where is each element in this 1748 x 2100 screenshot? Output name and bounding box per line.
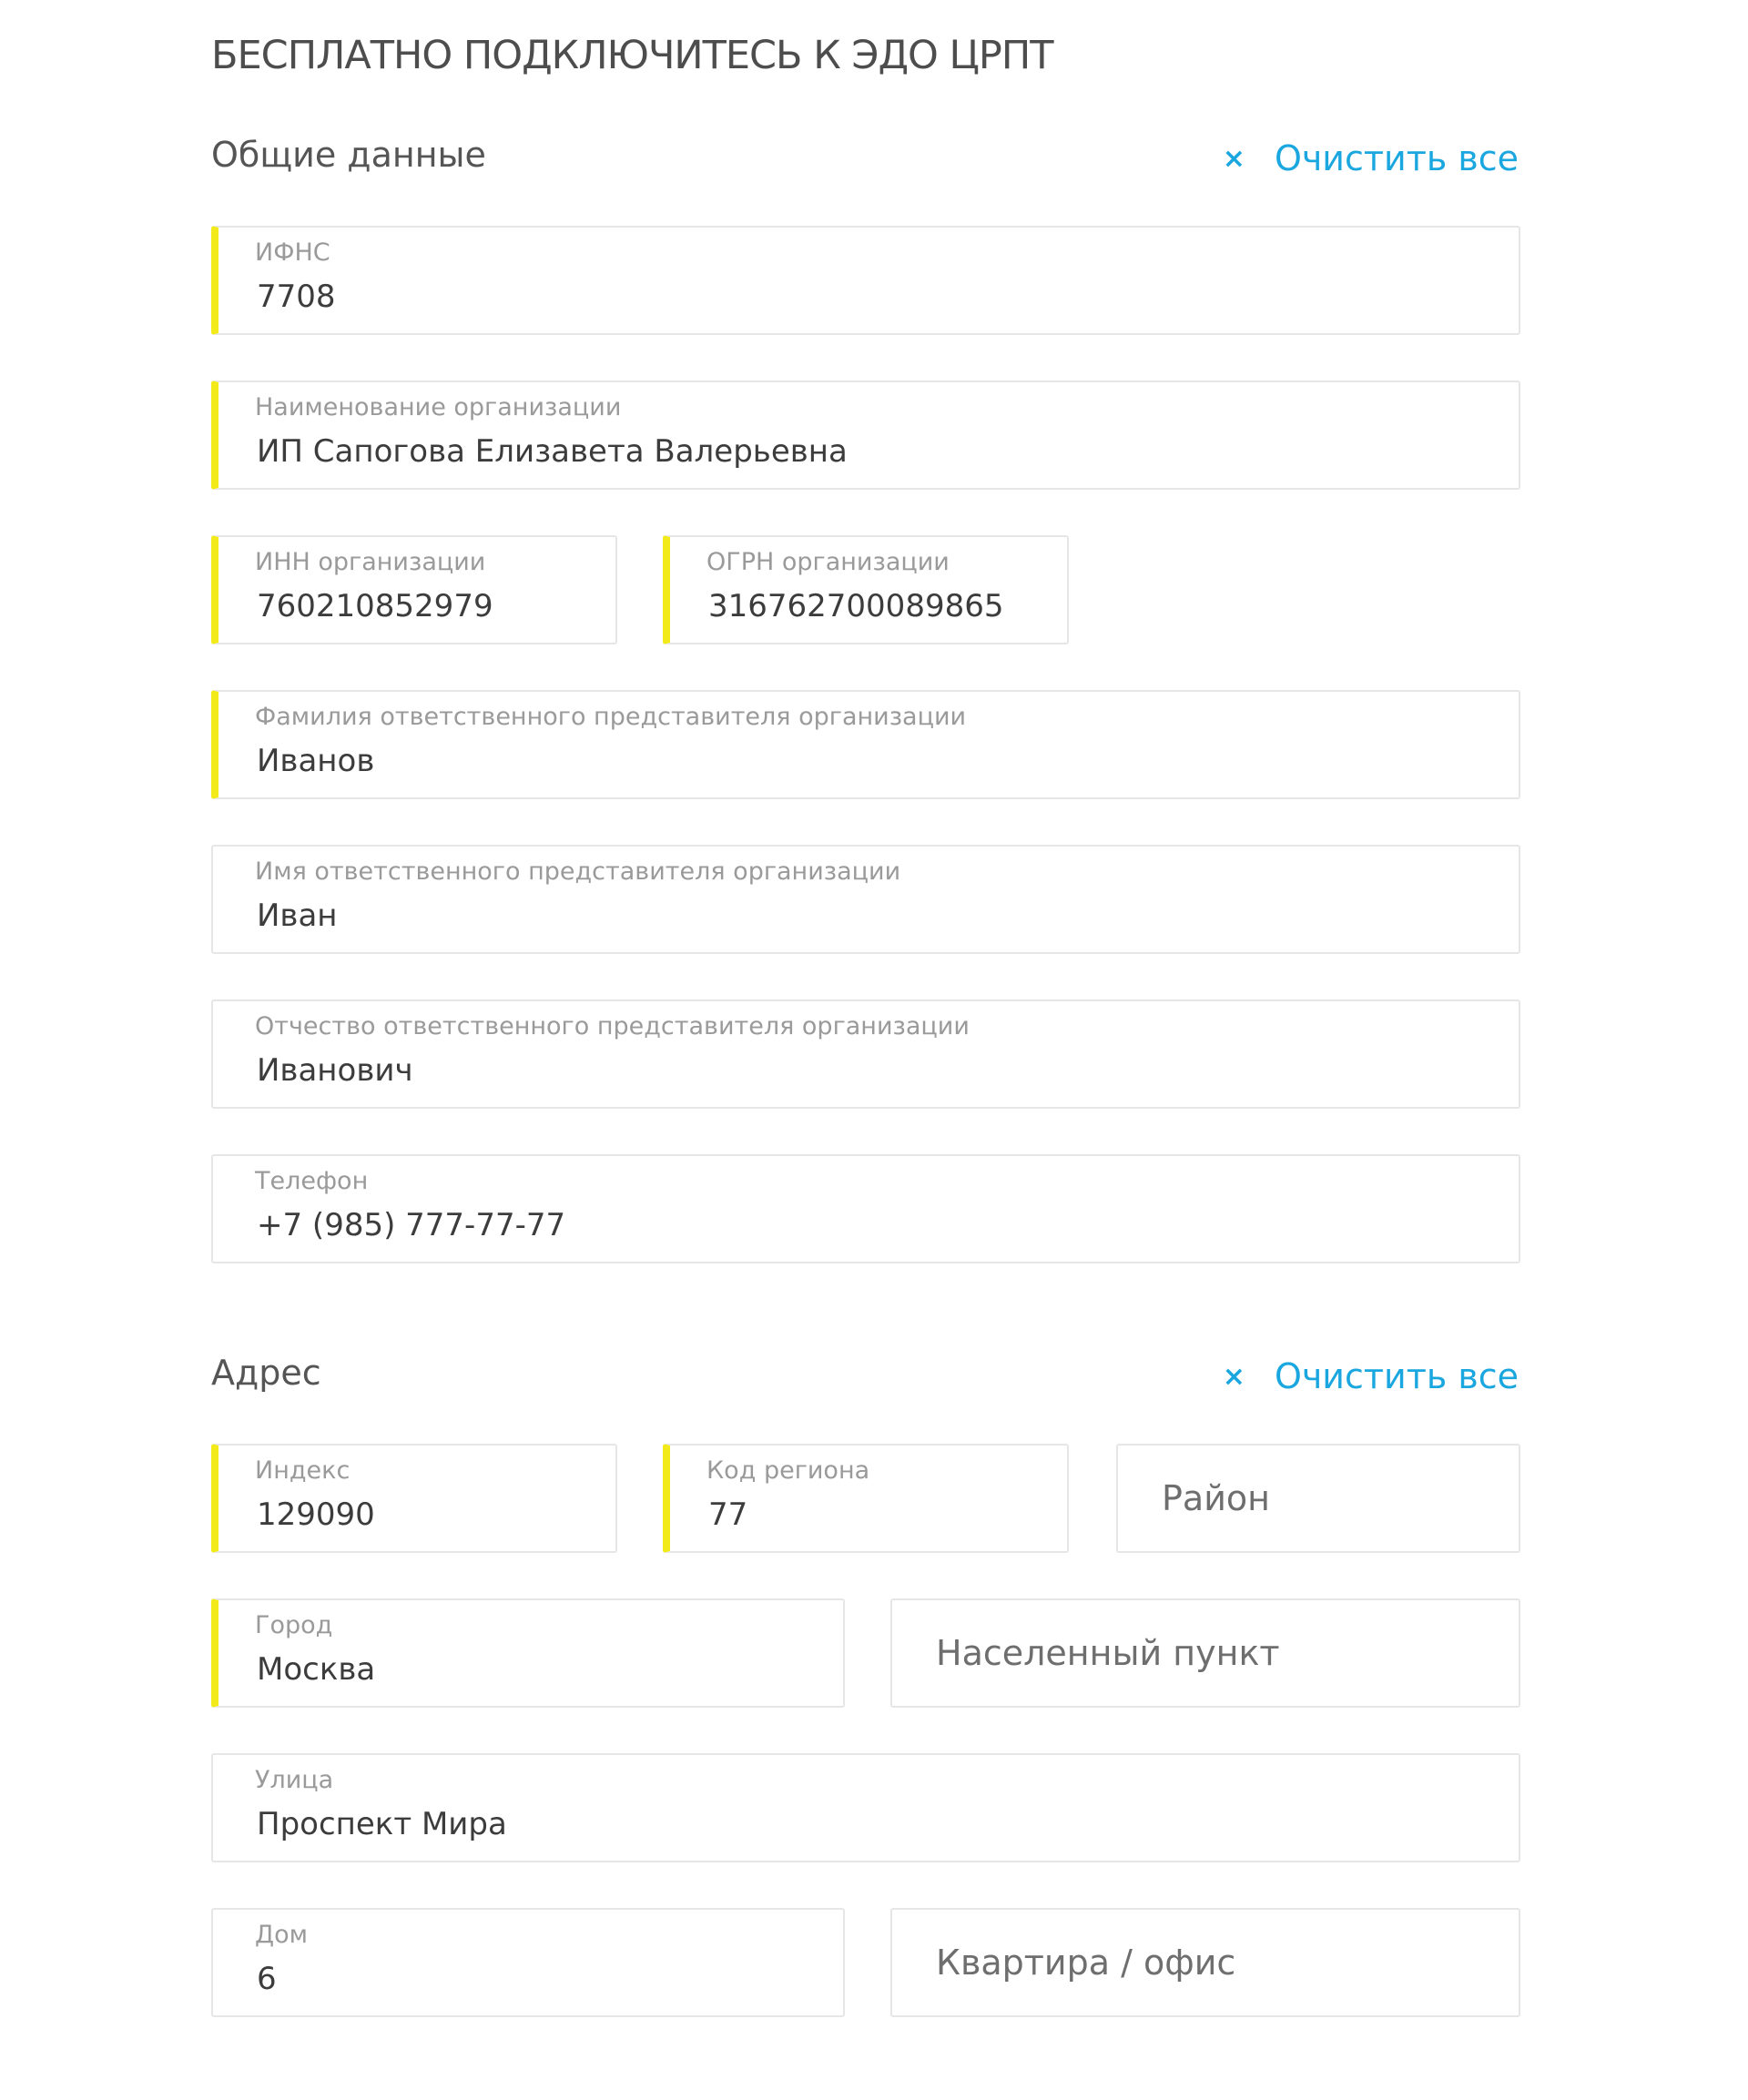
locality-field[interactable]: [890, 1598, 1520, 1708]
phone-field[interactable]: [211, 1154, 1520, 1263]
city-value[interactable]: Москва: [257, 1651, 376, 1688]
section-title-address: Адрес: [211, 1353, 321, 1393]
house-value[interactable]: 6: [257, 1961, 277, 1997]
section-title-general: Общие данные: [211, 135, 486, 175]
phone-value[interactable]: +7 (985) 777-77-77: [257, 1207, 566, 1243]
first-name-label: Имя ответственного представителя организации: [255, 857, 901, 886]
ifns-field[interactable]: [211, 226, 1520, 335]
inn-field[interactable]: [211, 535, 617, 644]
page-title: БЕСПЛАТНО ПОДКЛЮЧИТЕСЬ К ЭДО ЦРПТ: [211, 33, 1053, 78]
middle-name-value[interactable]: Иванович: [257, 1052, 413, 1089]
ogrn-value[interactable]: 316762700089865: [708, 588, 1004, 624]
ogrn-field[interactable]: [663, 535, 1069, 644]
last-name-label: Фамилия ответственного представителя организации: [255, 703, 967, 731]
middle-name-field[interactable]: [211, 999, 1520, 1109]
ifns-value[interactable]: 7708: [257, 279, 336, 315]
last-name-field[interactable]: [211, 690, 1520, 799]
first-name-value[interactable]: Иван: [257, 898, 338, 934]
inn-label: ИНН организации: [255, 548, 486, 576]
region-code-label: Код региона: [706, 1456, 870, 1485]
clear-all-general-button[interactable]: [1223, 138, 1519, 178]
middle-name-label: Отчество ответственного представителя организации: [255, 1012, 970, 1040]
index-value[interactable]: 129090: [257, 1496, 375, 1533]
apartment-placeholder: Квартира / офис: [936, 1943, 1236, 1983]
street-value[interactable]: Проспект Мира: [257, 1806, 507, 1842]
ifns-label: ИФНС: [255, 238, 330, 267]
clear-all-label: Очистить все: [1274, 138, 1519, 178]
close-icon: ×: [1222, 1360, 1245, 1393]
region-code-field[interactable]: [663, 1444, 1069, 1553]
first-name-field[interactable]: [211, 845, 1520, 954]
house-field[interactable]: [211, 1908, 845, 2017]
city-label: Город: [255, 1611, 333, 1639]
locality-placeholder: Населенный пункт: [936, 1633, 1280, 1673]
index-field[interactable]: [211, 1444, 617, 1553]
ogrn-label: ОГРН организации: [706, 548, 950, 576]
index-label: Индекс: [255, 1456, 351, 1485]
clear-all-label: Очистить все: [1274, 1356, 1519, 1396]
street-field[interactable]: [211, 1753, 1520, 1862]
inn-value[interactable]: 760210852979: [257, 588, 493, 624]
district-field[interactable]: [1116, 1444, 1520, 1553]
org-name-field[interactable]: [211, 380, 1520, 490]
phone-label: Телефон: [255, 1167, 369, 1195]
district-placeholder: Район: [1162, 1478, 1270, 1518]
clear-all-address-button[interactable]: [1223, 1356, 1519, 1396]
street-label: Улица: [255, 1766, 334, 1794]
org-name-label: Наименование организации: [255, 393, 622, 421]
apartment-field[interactable]: [890, 1908, 1520, 2017]
close-icon: ×: [1222, 142, 1245, 175]
house-label: Дом: [255, 1921, 308, 1949]
city-field[interactable]: [211, 1598, 845, 1708]
region-code-value[interactable]: 77: [708, 1496, 748, 1533]
last-name-value[interactable]: Иванов: [257, 743, 375, 779]
org-name-value[interactable]: ИП Сапогова Елизавета Валерьевна: [257, 433, 848, 470]
